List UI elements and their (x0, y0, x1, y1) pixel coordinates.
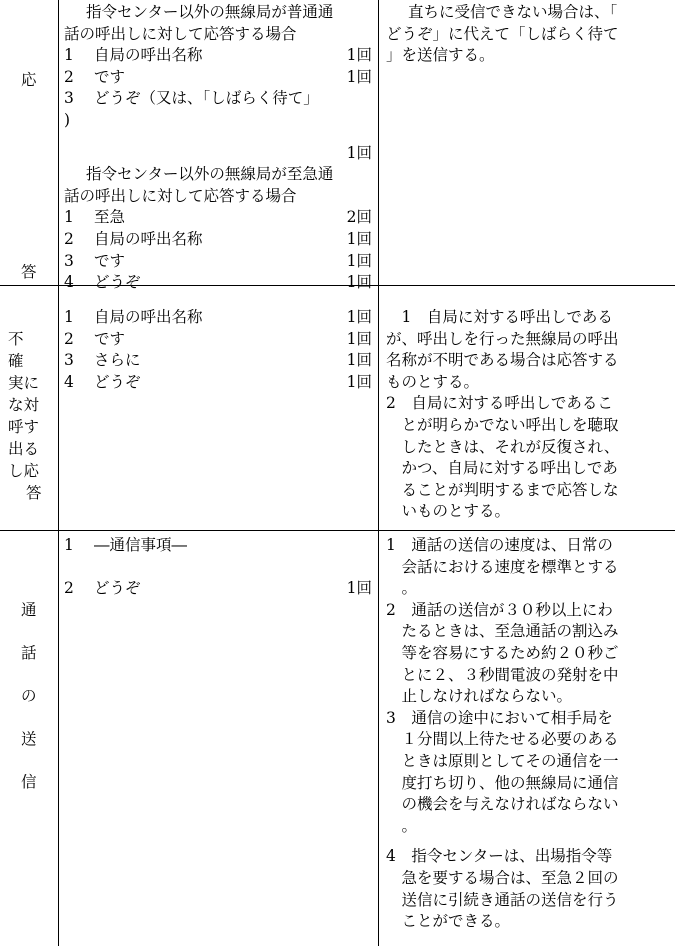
procedure-item (64, 307, 372, 329)
procedure-item (64, 143, 372, 165)
item-count: 1回 (346, 308, 372, 326)
section-heading: 指令センター以外の無線局が普通通 (86, 3, 334, 21)
remark-line: 4 指令センターは、出場指令等 (386, 847, 613, 866)
row-label-char: 出る (8, 440, 40, 458)
procedure-cell (64, 535, 372, 600)
row-label-char: 確 (8, 352, 24, 370)
remark-line: ものとする。 (386, 372, 480, 391)
remark-note (386, 600, 668, 708)
row-label-uncertain-call (0, 285, 58, 530)
remark-line: いものとする。 (386, 502, 511, 521)
remark-line: 急を要する場合は、至急２回の (386, 868, 619, 887)
remark-line: 送信に引続き通話の送信を行う (386, 890, 619, 909)
item-count: 1回 (346, 273, 372, 292)
row-label-char: 呼す (8, 418, 40, 436)
item-count: 1回 (346, 67, 372, 86)
remark-line: たるときは、至急通話の割込み (386, 622, 619, 641)
remark-line: 。 (386, 816, 418, 835)
item-number: 4 (64, 273, 74, 292)
item-number: 2 (64, 67, 74, 86)
remark-line: 」を送信する。 (386, 46, 495, 65)
remark-note (386, 846, 668, 932)
section-heading: 指令センター以外の無線局が至急通 (86, 165, 334, 184)
remark-line: 等を容易にするため約２０秒ご (386, 643, 619, 662)
remark-line: 度打ち切り、他の無線局に通信 (386, 773, 619, 792)
item-count: 1回 (346, 372, 372, 391)
row-label-char: な対 (8, 396, 40, 414)
item-count: 1回 (346, 229, 372, 248)
remark-line: 2 通話の送信が３０秒以上にわ (386, 600, 613, 619)
item-number: 1 (64, 536, 74, 554)
item-number: 1 (64, 308, 74, 326)
item-number: 3 (64, 351, 74, 370)
remark-note (386, 535, 668, 600)
remark-line: 3 通信の途中において相手局を (386, 708, 613, 727)
item-text: さらに (94, 351, 141, 370)
item-count: 1回 (346, 579, 372, 598)
remark-note (386, 307, 668, 393)
section-heading: 話の呼出しに対して応答する場合 (64, 186, 297, 205)
procedure-item (64, 272, 372, 294)
item-number: 2 (64, 229, 74, 248)
row-label-char: 信 (21, 773, 37, 791)
item-text: どうぞ (94, 273, 141, 292)
procedure-item (64, 329, 372, 351)
item-count: 1回 (346, 143, 372, 162)
item-number: 1 (64, 46, 74, 65)
remark-line: 2 自局に対する呼出しであるこ (386, 394, 613, 413)
table-border-left (58, 0, 59, 946)
remark-line: 。 (386, 579, 418, 598)
item-text: ―通信事項― (94, 536, 188, 554)
item-count: 1回 (346, 329, 372, 348)
procedure-item (64, 350, 372, 372)
row-label-char: の (21, 687, 37, 705)
procedure-item (64, 251, 372, 273)
remark-line: ることが判明するまで応答しな (386, 480, 619, 499)
procedure-item (64, 88, 372, 110)
item-number: 2 (64, 579, 74, 598)
remark-note (386, 393, 668, 523)
row-label-char: 送 (21, 730, 37, 748)
remark-line: とに２、３秒間電波の発射を中 (386, 665, 619, 684)
row-label-transmission (0, 530, 58, 946)
procedure-item (64, 372, 372, 394)
row-label-char: 応 (21, 71, 37, 89)
procedure-cell (64, 307, 372, 393)
remark-line: したときは、それが反復され、 (386, 437, 620, 456)
row-label-char: 不 (8, 330, 24, 348)
item-count: 2回 (346, 208, 372, 227)
remark-line: 名称が不明である場合は応答する (386, 351, 619, 370)
item-text: です (94, 251, 126, 270)
item-count: 1回 (346, 251, 372, 270)
item-number: 3 (64, 251, 74, 270)
item-number: 1 (64, 208, 74, 227)
remark-line: 直ちに受信できない場合は、「 (408, 3, 618, 21)
row-label-char: 答 (26, 484, 42, 502)
remark-line: 1 自局に対する呼出しである (386, 308, 613, 326)
remark-line: が、呼出しを行った無線局の呼出 (386, 329, 619, 348)
procedure-cell (64, 2, 372, 294)
item-text: どうぞ（又は、「しばらく待て」 (94, 89, 319, 108)
row-divider (0, 530, 675, 531)
item-number: 4 (64, 372, 74, 391)
procedure-item (64, 229, 372, 251)
item-number: 2 (64, 329, 74, 348)
remark-line: の機会を与えなければならない (386, 795, 619, 814)
item-count: 1回 (346, 351, 372, 370)
item-text: です (94, 329, 126, 348)
remarks-cell (386, 2, 668, 67)
item-number: 3 (64, 89, 74, 108)
remark-line: ことができる。 (386, 912, 511, 931)
table-border-middle (378, 0, 379, 946)
remark-line: 会話における速度を標準とする (386, 557, 619, 576)
remark-line: かつ、自局に対する呼出しであ (386, 459, 618, 478)
remark-line: 止しなければならない。 (386, 687, 573, 706)
row-label-char: 答 (21, 263, 37, 281)
procedure-item (64, 578, 372, 600)
row-label-char: し応 (8, 462, 40, 480)
remark-line: １分間以上待たせる必要のある (386, 730, 619, 749)
item-text: 自局の呼出名称 (94, 308, 203, 326)
remark-note (386, 708, 668, 838)
item-text: 自局の呼出名称 (94, 229, 203, 248)
remark-line: どうぞ」に代えて「しばらく待て (386, 24, 619, 43)
remark-line: ときは原則としてその通信を一 (386, 751, 619, 770)
procedure-item (64, 45, 372, 67)
remarks-cell (386, 535, 668, 933)
row-label-char: 通 (21, 601, 37, 619)
item-continuation: ) (64, 110, 71, 129)
procedure-item (64, 67, 372, 89)
item-text: 自局の呼出名称 (94, 46, 203, 65)
remark-line: とが明らかでない呼出しを聴取 (386, 415, 619, 434)
item-text: です (94, 67, 126, 86)
item-text: 至急 (94, 208, 126, 227)
item-text: どうぞ (94, 579, 141, 598)
procedure-item (64, 207, 372, 229)
section-heading: 話の呼出しに対して応答する場合 (64, 24, 297, 43)
item-count: 1回 (346, 46, 372, 65)
row-label-char: 実に (8, 374, 40, 392)
row-label-response (0, 0, 58, 285)
row-label-char: 話 (21, 644, 37, 662)
item-text: どうぞ (94, 372, 141, 391)
procedure-item (64, 535, 372, 557)
remarks-cell (386, 307, 668, 523)
remark-line: 1 通話の送信の速度は、日常の (386, 536, 613, 554)
